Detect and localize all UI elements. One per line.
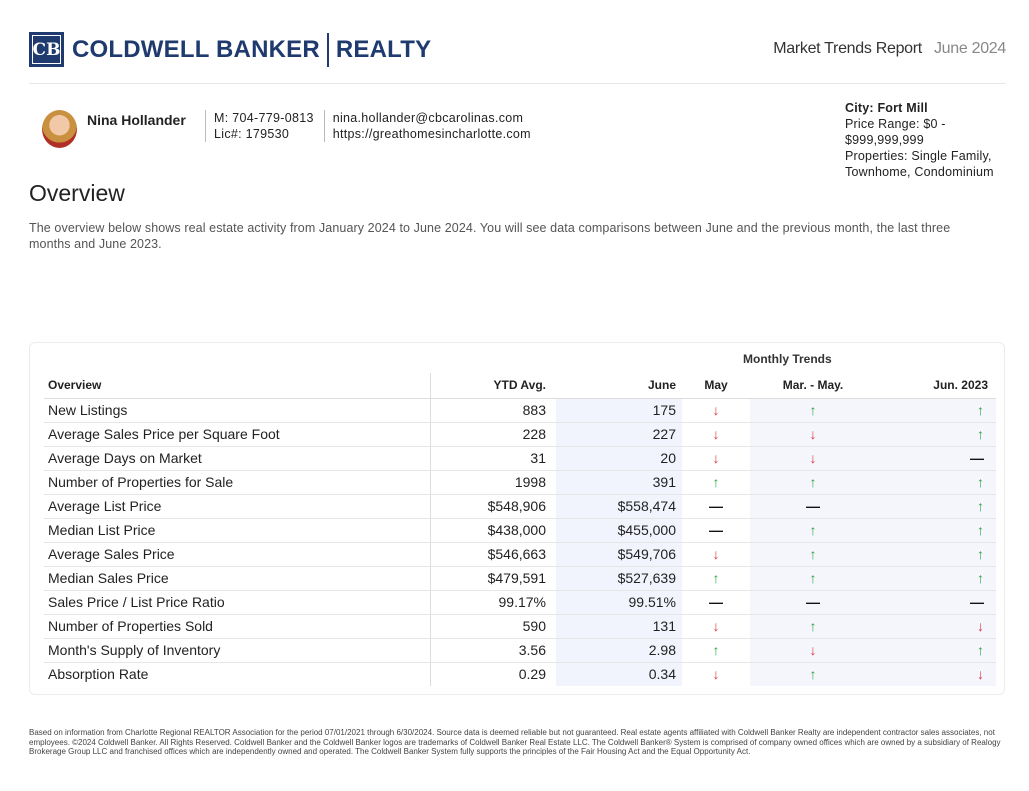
arrow-up-icon: ↑ bbox=[977, 426, 984, 442]
june-value: 227 bbox=[556, 422, 682, 446]
mar-may-trend bbox=[750, 614, 876, 638]
table-row bbox=[44, 590, 996, 614]
arrow-down-icon: ↓ bbox=[712, 450, 720, 466]
arrow-up-icon: ↑ bbox=[977, 570, 984, 586]
agent-info bbox=[42, 110, 531, 150]
may-trend bbox=[682, 518, 750, 542]
arrow-down-icon: ↓ bbox=[809, 450, 817, 466]
ytd-avg-value: 228 bbox=[430, 422, 556, 446]
june-value: $558,474 bbox=[556, 494, 682, 518]
june-value: 175 bbox=[556, 398, 682, 422]
mar-may-trend bbox=[750, 446, 876, 470]
overview-table-card bbox=[29, 342, 1005, 695]
table-row bbox=[44, 398, 996, 422]
mar-may-trend bbox=[750, 662, 876, 686]
metric-name: Average Days on Market bbox=[44, 446, 430, 470]
table-row bbox=[44, 494, 996, 518]
jun-2023-trend bbox=[876, 398, 996, 422]
metric-name: Median List Price bbox=[44, 518, 430, 542]
arrow-up-icon: ↑ bbox=[977, 522, 984, 538]
arrow-up-icon: ↑ bbox=[809, 474, 817, 490]
ytd-avg-value: $438,000 bbox=[430, 518, 556, 542]
may-trend bbox=[682, 590, 750, 614]
ytd-avg-value: 883 bbox=[430, 398, 556, 422]
monthly-trends-label: Monthly Trends bbox=[743, 352, 832, 366]
report-title-text: Market Trends Report bbox=[773, 40, 922, 57]
agent-contact-phone bbox=[205, 110, 314, 142]
metric-name: Number of Properties Sold bbox=[44, 614, 430, 638]
report-header bbox=[29, 30, 1006, 84]
june-value: 131 bbox=[556, 614, 682, 638]
arrow-down-icon: ↓ bbox=[809, 426, 817, 442]
jun-2023-trend bbox=[876, 566, 996, 590]
ytd-avg-value: $548,906 bbox=[430, 494, 556, 518]
may-trend bbox=[682, 422, 750, 446]
ytd-avg-value: $479,591 bbox=[430, 566, 556, 590]
jun-2023-trend bbox=[876, 422, 996, 446]
arrow-down-icon: ↓ bbox=[977, 618, 984, 634]
metric-name: Average Sales Price per Square Foot bbox=[44, 422, 430, 446]
filter-properties: Properties: Single Family, Townhome, Condominium bbox=[845, 149, 994, 179]
arrow-up-icon: ↑ bbox=[712, 642, 720, 658]
may-trend bbox=[682, 662, 750, 686]
overview-table bbox=[44, 373, 996, 686]
header-may: May bbox=[682, 373, 750, 398]
arrow-up-icon: ↑ bbox=[712, 474, 720, 490]
table-body bbox=[44, 398, 996, 686]
table-row bbox=[44, 566, 996, 590]
june-value: $455,000 bbox=[556, 518, 682, 542]
brand-right: REALTY bbox=[335, 35, 432, 63]
dash-icon: — bbox=[709, 498, 723, 514]
report-title bbox=[773, 40, 1006, 58]
table-row bbox=[44, 470, 996, 494]
overview-description: The overview below shows real estate activity from January 2024 to June 2024. You will see data comparisons between June and the previous month, the last three months and June 2023. bbox=[29, 221, 951, 251]
arrow-up-icon: ↑ bbox=[809, 666, 817, 683]
may-trend bbox=[682, 494, 750, 518]
mar-may-trend bbox=[750, 542, 876, 566]
june-value: 20 bbox=[556, 446, 682, 470]
agent-mobile[interactable]: M: 704-779-0813 bbox=[214, 111, 314, 125]
brand-divider bbox=[327, 33, 329, 67]
metric-name: Absorption Rate bbox=[44, 662, 430, 686]
ytd-avg-value: 590 bbox=[430, 614, 556, 638]
metric-name: Median Sales Price bbox=[44, 566, 430, 590]
jun-2023-trend bbox=[876, 518, 996, 542]
may-trend bbox=[682, 614, 750, 638]
jun-2023-trend bbox=[876, 590, 996, 614]
arrow-up-icon: ↑ bbox=[712, 570, 720, 586]
table-row bbox=[44, 638, 996, 662]
brand-left: COLDWELL BANKER bbox=[72, 35, 320, 63]
jun-2023-trend bbox=[876, 494, 996, 518]
table-row bbox=[44, 662, 996, 686]
mar-may-trend bbox=[750, 398, 876, 422]
jun-2023-trend bbox=[876, 542, 996, 566]
may-trend bbox=[682, 566, 750, 590]
agent-name: Nina Hollander bbox=[87, 112, 186, 128]
header-june: June bbox=[556, 373, 682, 398]
agent-license: Lic#: 179530 bbox=[214, 127, 290, 141]
metric-name: Month's Supply of Inventory bbox=[44, 638, 430, 662]
may-trend bbox=[682, 446, 750, 470]
arrow-up-icon: ↑ bbox=[977, 498, 984, 514]
metric-name: Sales Price / List Price Ratio bbox=[44, 590, 430, 614]
ytd-avg-value: 0.29 bbox=[518, 666, 546, 683]
jun-2023-trend bbox=[876, 662, 996, 686]
may-trend bbox=[682, 398, 750, 422]
report-filters bbox=[845, 100, 1015, 180]
june-value: 0.34 bbox=[556, 662, 682, 686]
arrow-up-icon: ↑ bbox=[809, 522, 817, 538]
jun-2023-trend bbox=[876, 638, 996, 662]
table-row bbox=[44, 446, 996, 470]
mar-may-trend bbox=[750, 518, 876, 542]
arrow-down-icon: ↓ bbox=[712, 402, 720, 418]
arrow-up-icon: ↑ bbox=[977, 474, 984, 490]
footer-disclaimer: Based on information from Charlotte Regional REALTOR Association for the period 07/01/2021 through 6/30/2024. Source data is deemed reliable but not guaranteed. Real estate agents affiliated with Coldwell Banker Realty are independent contractor sales associates, not employees. ©2024 Coldwell Banker. All Rights Reserved. Coldwell Banker and the Coldwell Banker logos are trademarks of Coldwell Banker Real Estate LLC. The Coldwell Banker® System is comprised of company owned offices which are owned by a subsidiary of Realogy Brokerage Group LLC and franchised offices which are independently owned and operated. The Coldwell Banker System fully supports the principles of the Fair Housing Act and the Equal Opportunity Act. bbox=[29, 728, 1001, 757]
metric-name: Average List Price bbox=[44, 494, 430, 518]
arrow-up-icon: ↑ bbox=[809, 402, 817, 418]
arrow-up-icon: ↑ bbox=[977, 642, 984, 658]
cb-logo-icon: CB bbox=[29, 32, 64, 67]
ytd-avg-value: 3.56 bbox=[430, 638, 556, 662]
metric-name: Number of Properties for Sale bbox=[44, 470, 430, 494]
header-overview: Overview bbox=[44, 373, 430, 398]
arrow-down-icon: ↓ bbox=[712, 426, 720, 442]
ytd-avg-value: 31 bbox=[430, 446, 556, 470]
june-value: $527,639 bbox=[556, 566, 682, 590]
ytd-avg-value: 1998 bbox=[430, 470, 556, 494]
table-header-row bbox=[44, 373, 996, 398]
mar-may-trend bbox=[750, 422, 876, 446]
brand-wordmark bbox=[72, 33, 431, 67]
dash-icon: — bbox=[806, 594, 820, 610]
arrow-down-icon: ↓ bbox=[977, 666, 984, 683]
arrow-up-icon: ↑ bbox=[977, 546, 984, 562]
mar-may-trend bbox=[750, 590, 876, 614]
jun-2023-trend bbox=[876, 470, 996, 494]
filter-price-range: Price Range: $0 - $999,999,999 bbox=[845, 117, 946, 147]
ytd-avg-value: 99.17% bbox=[430, 590, 556, 614]
mar-may-trend bbox=[750, 470, 876, 494]
may-trend bbox=[682, 542, 750, 566]
agent-avatar bbox=[42, 110, 77, 148]
arrow-up-icon: ↑ bbox=[809, 546, 817, 562]
header-jun-2023: Jun. 2023 bbox=[876, 373, 996, 398]
june-value: 99.51% bbox=[556, 590, 682, 614]
overview-title: Overview bbox=[29, 180, 125, 206]
table-row bbox=[44, 614, 996, 638]
report-date: June 2024 bbox=[933, 40, 1006, 57]
filter-city: City: Fort Mill bbox=[845, 101, 928, 115]
arrow-up-icon: ↑ bbox=[809, 570, 817, 586]
table-row bbox=[44, 542, 996, 566]
arrow-up-icon: ↑ bbox=[809, 618, 817, 634]
table-row bbox=[44, 518, 996, 542]
arrow-down-icon: ↓ bbox=[809, 642, 817, 658]
ytd-avg-value: $546,663 bbox=[430, 542, 556, 566]
dash-icon: — bbox=[970, 594, 984, 610]
agent-contact-web bbox=[324, 110, 531, 142]
arrow-down-icon: ↓ bbox=[712, 546, 720, 562]
agent-website-link[interactable]: https://greathomesincharlotte.com bbox=[332, 127, 531, 141]
arrow-up-icon: ↑ bbox=[977, 402, 984, 418]
may-trend bbox=[682, 470, 750, 494]
june-value: $549,706 bbox=[556, 542, 682, 566]
mar-may-trend bbox=[750, 566, 876, 590]
arrow-down-icon: ↓ bbox=[712, 666, 720, 683]
dash-icon: — bbox=[970, 450, 984, 466]
mar-may-trend bbox=[750, 638, 876, 662]
table-row bbox=[44, 422, 996, 446]
may-trend bbox=[682, 638, 750, 662]
mar-may-trend bbox=[750, 494, 876, 518]
arrow-down-icon: ↓ bbox=[712, 618, 720, 634]
june-value: 2.98 bbox=[556, 638, 682, 662]
header-ytd-avg: YTD Avg. bbox=[430, 373, 556, 398]
header-mar-may: Mar. - May. bbox=[750, 373, 876, 398]
dash-icon: — bbox=[806, 498, 820, 514]
dash-icon: — bbox=[709, 522, 723, 538]
coldwell-banker-logo[interactable] bbox=[29, 32, 431, 67]
june-value: 391 bbox=[556, 470, 682, 494]
metric-name: New Listings bbox=[44, 398, 430, 422]
jun-2023-trend bbox=[876, 614, 996, 638]
agent-email-link[interactable]: nina.hollander@cbcarolinas.com bbox=[332, 111, 524, 125]
jun-2023-trend bbox=[876, 446, 996, 470]
metric-name: Average Sales Price bbox=[44, 542, 430, 566]
dash-icon: — bbox=[709, 594, 723, 610]
